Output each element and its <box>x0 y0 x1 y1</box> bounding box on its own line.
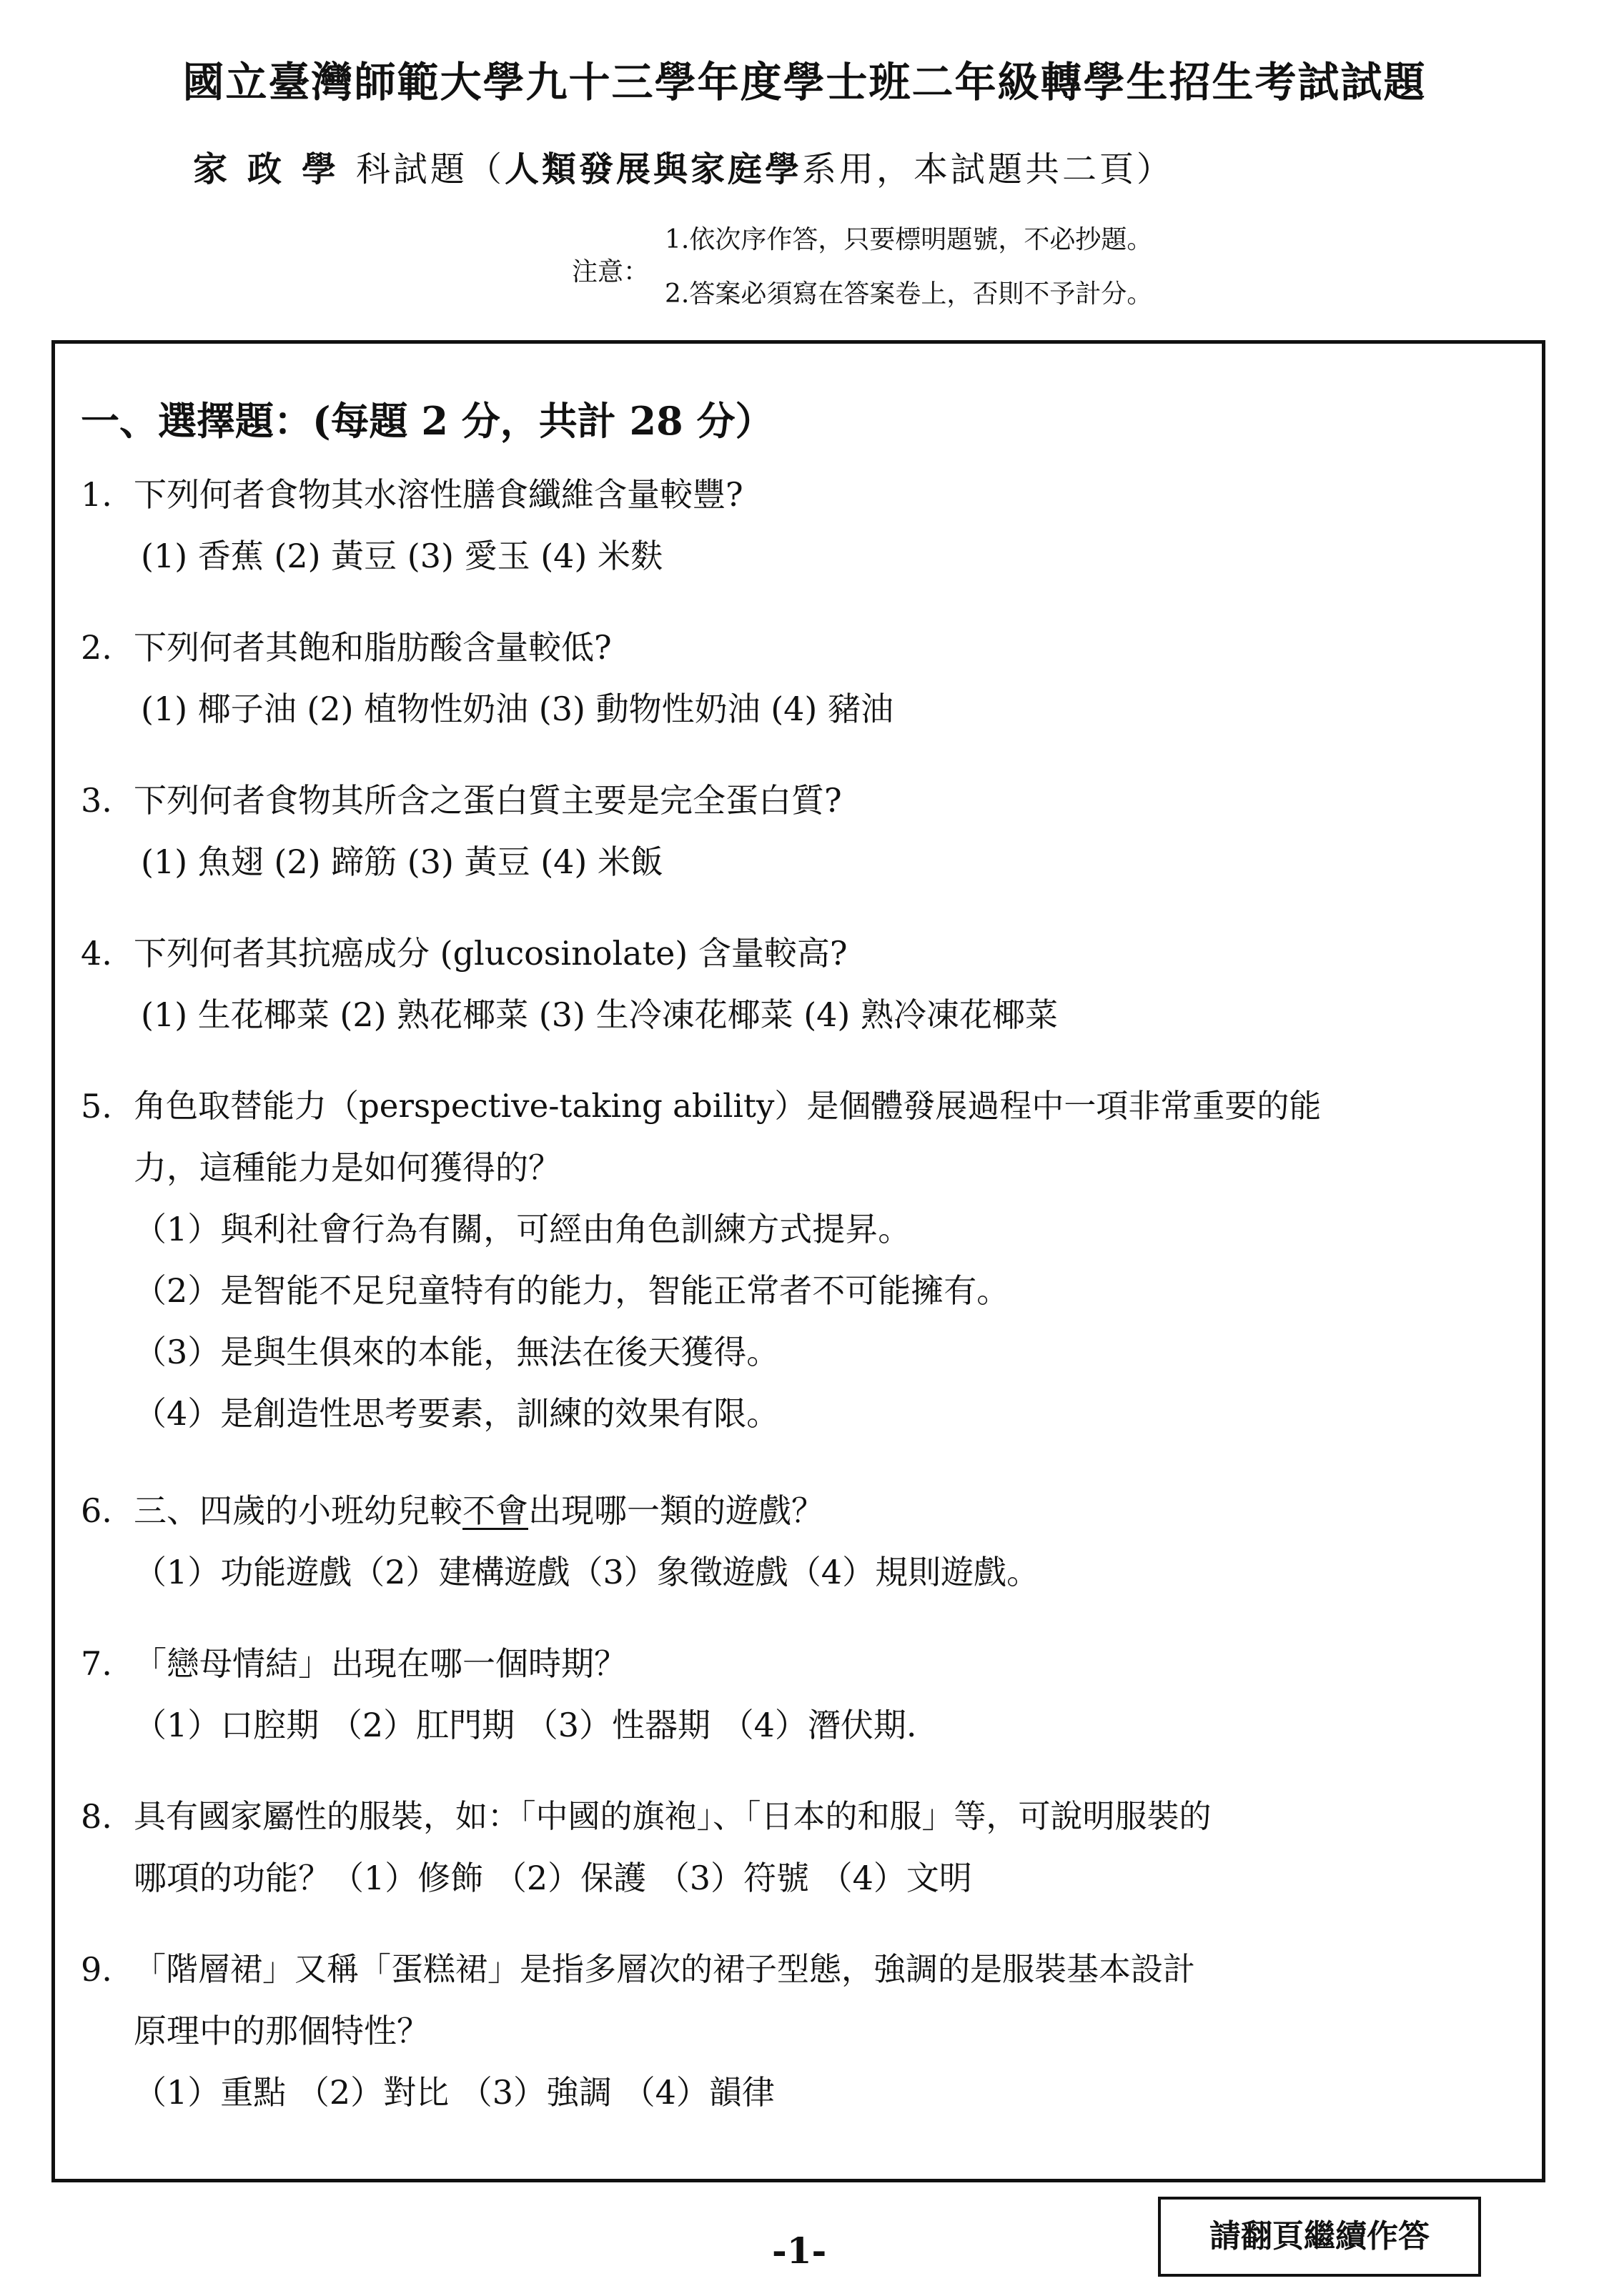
question-number: 7. <box>81 1644 112 1683</box>
notice-item: 1.依次序作答，只要標明題號，不必抄題。 <box>665 225 1153 254</box>
question-stem: 下列何者食物其所含之蛋白質主要是完全蛋白質? <box>134 781 842 820</box>
continue-notice: 請翻頁繼續作答 <box>1158 2197 1481 2277</box>
question-options: （1）功能遊戲（2）建構遊戲（3）象徵遊戲（4）規則遊戲。 <box>134 1553 1040 1591</box>
question-number: 8. <box>81 1797 112 1836</box>
question-stem <box>134 1493 824 1529</box>
question-stem: 角色取替能力（perspective-taking ability）是個體發展過程中一項非常重要的能 <box>134 1087 1322 1125</box>
question-stem: 「階層裙」又稱「蛋糕裙」是指多層次的裙子型態，強調的是服裝基本設計 <box>134 1950 1196 1988</box>
question-options: （1）重點 （2）對比 （3）強調 （4）韻律 <box>134 2073 775 2112</box>
stem-part: 出現哪一類的遊戲？ <box>528 1491 824 1530</box>
question-stem: 原理中的那個特性？ <box>134 2012 430 2050</box>
question-box <box>51 340 1545 2182</box>
question-number: 4. <box>81 934 112 973</box>
page-number: -1- <box>772 2230 827 2272</box>
question-options: (1) 香蕉 (2) 黃豆 (3) 愛玉 (4) 米麩 <box>141 537 663 575</box>
notice-item: 2.答案必須寫在答案卷上，否則不予計分。 <box>665 279 1153 309</box>
question-number: 2. <box>81 628 112 667</box>
question-stem: 具有國家屬性的服裝，如：「中國的旗袍」、「日本的和服」等，可說明服裝的 <box>134 1797 1212 1835</box>
department-name: 人類發展與家庭學 <box>505 149 803 189</box>
question-option-line: （3）是與生俱來的本能，無法在後天獲得。 <box>134 1333 780 1371</box>
question-number: 9. <box>81 1950 112 1989</box>
subtitle-part-1: 科試題（ <box>356 149 505 189</box>
subject-name: 家政學 <box>193 149 357 189</box>
question-option-line: （1）與利社會行為有關，可經由角色訓練方式提昇。 <box>134 1210 911 1248</box>
question-number: 6. <box>81 1491 112 1530</box>
question-options: (1) 魚翅 (2) 蹄筋 (3) 黃豆 (4) 米飯 <box>141 843 663 881</box>
question-stem: 哪項的功能？（1）修飾 （2）保護 （3）符號 （4）文明 <box>134 1859 972 1897</box>
notice-items <box>665 220 1152 329</box>
question-option-line: （2）是智能不足兒童特有的能力，智能正常者不可能擁有。 <box>134 1271 1010 1310</box>
subtitle-part-2: 系用，本試題共二頁） <box>802 149 1174 189</box>
question-number: 5. <box>81 1087 112 1125</box>
question-stem: 下列何者其抗癌成分 (glucosinolate) 含量較高? <box>134 934 848 973</box>
exam-title: 國立臺灣師範大學九十三學年度學士班二年級轉學生招生考試試題 <box>182 58 1427 106</box>
exam-subtitle <box>193 141 1174 191</box>
notice-label: 注意： <box>572 257 650 287</box>
question-options: （1）口腔期 （2）肛門期 （3）性器期 （4）潛伏期. <box>134 1706 917 1744</box>
question-option-line: （4）是創造性思考要素，訓練的效果有限。 <box>134 1394 780 1433</box>
question-number: 3. <box>81 781 112 820</box>
question-options: (1) 椰子油 (2) 植物性奶油 (3) 動物性奶油 (4) 豬油 <box>141 690 893 728</box>
question-stem: 下列何者其飽和脂肪酸含量較低? <box>134 628 612 667</box>
section-heading: 一、選擇題：(每題 2 分，共計 28 分） <box>81 398 774 444</box>
stem-emphasis: 不會 <box>462 1491 528 1530</box>
question-number: 1. <box>81 475 112 514</box>
question-stem: 「戀母情結」出現在哪一個時期？ <box>134 1644 627 1683</box>
question-stem: 下列何者食物其水溶性膳食纖維含量較豐? <box>134 475 743 514</box>
stem-part: 三、四歲的小班幼兒較 <box>134 1491 462 1530</box>
question-options: (1) 生花椰菜 (2) 熟花椰菜 (3) 生冷凍花椰菜 (4) 熟冷凍花椰菜 <box>141 995 1058 1034</box>
question-stem: 力，這種能力是如何獲得的？ <box>134 1148 561 1187</box>
